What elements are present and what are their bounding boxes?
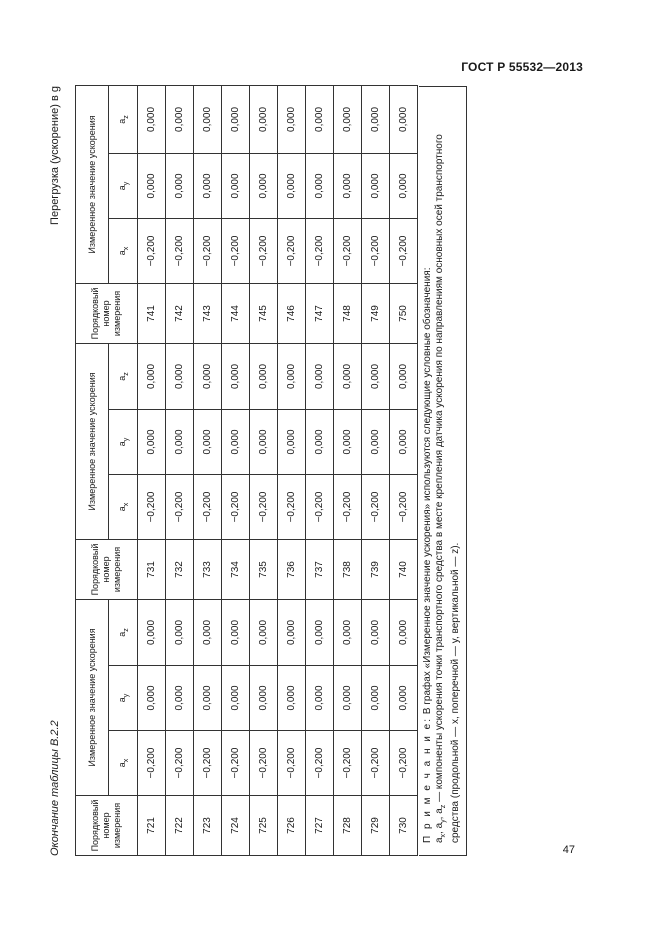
order-number-cell: 746 xyxy=(278,283,306,343)
acceleration-value-cell: −0,200 xyxy=(306,218,334,283)
acceleration-value-cell: −0,200 xyxy=(278,474,306,539)
acceleration-value-cell: −0,200 xyxy=(250,731,278,796)
acceleration-value-cell: 0,000 xyxy=(138,409,166,474)
acceleration-value-cell: 0,000 xyxy=(306,85,334,153)
acceleration-value-cell: 0,000 xyxy=(306,153,334,218)
acceleration-value-cell: 0,000 xyxy=(334,343,362,409)
table-body xyxy=(138,85,418,855)
table-note xyxy=(419,86,467,856)
acceleration-value-cell: −0,200 xyxy=(306,731,334,796)
order-number-cell: 742 xyxy=(166,283,194,343)
axis-x-header: $a_x$ xyxy=(109,474,138,539)
acceleration-value-cell: 0,000 xyxy=(166,666,194,731)
acceleration-value-cell: 0,000 xyxy=(166,599,194,665)
acceleration-value-cell: 0,000 xyxy=(194,343,222,409)
acceleration-value-cell: 0,000 xyxy=(278,409,306,474)
acceleration-value-cell: 0,000 xyxy=(250,85,278,153)
standard-code: ГОСТ Р 55532—2013 xyxy=(461,60,583,74)
acceleration-value-cell: 0,000 xyxy=(334,153,362,218)
axis-header-row xyxy=(109,85,138,855)
acceleration-value-cell: 0,000 xyxy=(362,85,390,153)
acceleration-value-cell: −0,200 xyxy=(334,474,362,539)
acceleration-value-cell: −0,200 xyxy=(390,731,418,796)
order-number-cell: 724 xyxy=(222,796,250,856)
table-caption: Окончание таблицы В.2.2 xyxy=(49,720,61,856)
acceleration-value-cell: 0,000 xyxy=(194,153,222,218)
acceleration-value-cell: −0,200 xyxy=(390,218,418,283)
acceleration-value-cell: 0,000 xyxy=(334,666,362,731)
acceleration-value-cell: 0,000 xyxy=(138,85,166,153)
order-number-cell: 729 xyxy=(362,796,390,856)
acceleration-value-cell: 0,000 xyxy=(390,343,418,409)
order-number-cell: 734 xyxy=(222,539,250,599)
note-line-3: средства (продольной — x, поперечной — y, вертикальной — z). xyxy=(450,542,461,843)
acceleration-value-cell: −0,200 xyxy=(222,474,250,539)
order-number-cell: 740 xyxy=(390,539,418,599)
acceleration-value-cell: −0,200 xyxy=(222,218,250,283)
page-number: 47 xyxy=(562,844,575,856)
acceleration-value-cell: −0,200 xyxy=(222,731,250,796)
acceleration-value-cell: −0,200 xyxy=(362,474,390,539)
order-number-cell: 730 xyxy=(390,796,418,856)
acceleration-value-cell: 0,000 xyxy=(334,85,362,153)
acceleration-group-header: Измеренное значение ускорения xyxy=(76,85,109,283)
acceleration-value-cell: 0,000 xyxy=(306,666,334,731)
order-number-cell: 738 xyxy=(334,539,362,599)
acceleration-value-cell: 0,000 xyxy=(278,153,306,218)
table-row xyxy=(306,85,334,855)
table-row xyxy=(278,85,306,855)
acceleration-value-cell: 0,000 xyxy=(222,343,250,409)
acceleration-value-cell: 0,000 xyxy=(222,409,250,474)
table-row xyxy=(334,85,362,855)
note-label: П р и м е ч а н и е: xyxy=(422,717,433,843)
acceleration-value-cell: 0,000 xyxy=(222,599,250,665)
acceleration-value-cell: 0,000 xyxy=(166,343,194,409)
acceleration-value-cell: −0,200 xyxy=(390,474,418,539)
acceleration-value-cell: 0,000 xyxy=(390,666,418,731)
acceleration-value-cell: −0,200 xyxy=(334,218,362,283)
order-number-cell: 726 xyxy=(278,796,306,856)
acceleration-value-cell: 0,000 xyxy=(278,599,306,665)
order-number-header: Порядковый номер измерения xyxy=(76,283,138,343)
order-number-cell: 728 xyxy=(334,796,362,856)
order-number-cell: 735 xyxy=(250,539,278,599)
table-row xyxy=(390,85,418,855)
acceleration-value-cell: 0,000 xyxy=(194,666,222,731)
order-number-cell: 725 xyxy=(250,796,278,856)
acceleration-value-cell: 0,000 xyxy=(138,153,166,218)
acceleration-value-cell: −0,200 xyxy=(194,731,222,796)
acceleration-value-cell: −0,200 xyxy=(362,218,390,283)
acceleration-value-cell: −0,200 xyxy=(166,731,194,796)
acceleration-value-cell: 0,000 xyxy=(194,85,222,153)
acceleration-value-cell: 0,000 xyxy=(138,666,166,731)
acceleration-value-cell: 0,000 xyxy=(138,343,166,409)
acceleration-value-cell: 0,000 xyxy=(334,599,362,665)
order-number-cell: 749 xyxy=(362,283,390,343)
axis-z-header: $a_z$ xyxy=(109,85,138,153)
table-row xyxy=(194,85,222,855)
order-number-cell: 732 xyxy=(166,539,194,599)
acceleration-value-cell: 0,000 xyxy=(390,599,418,665)
order-number-cell: 743 xyxy=(194,283,222,343)
acceleration-value-cell: −0,200 xyxy=(334,731,362,796)
rotated-table-frame xyxy=(43,86,468,856)
acceleration-value-cell: 0,000 xyxy=(362,409,390,474)
acceleration-value-cell: −0,200 xyxy=(278,731,306,796)
acceleration-group-header: Измеренное значение ускорения xyxy=(76,343,109,539)
order-number-cell: 736 xyxy=(278,539,306,599)
acceleration-value-cell: −0,200 xyxy=(194,474,222,539)
order-number-cell: 731 xyxy=(138,539,166,599)
table-row xyxy=(222,85,250,855)
acceleration-value-cell: 0,000 xyxy=(278,85,306,153)
acceleration-value-cell: 0,000 xyxy=(390,409,418,474)
acceleration-value-cell: 0,000 xyxy=(278,343,306,409)
units-caption: Перегрузка (ускорение) в g xyxy=(49,86,61,225)
acceleration-value-cell: 0,000 xyxy=(362,599,390,665)
acceleration-value-cell: 0,000 xyxy=(306,409,334,474)
acceleration-value-cell: 0,000 xyxy=(222,85,250,153)
order-number-cell: 739 xyxy=(362,539,390,599)
order-number-cell: 737 xyxy=(306,539,334,599)
acceleration-value-cell: −0,200 xyxy=(278,218,306,283)
order-number-cell: 748 xyxy=(334,283,362,343)
header-row xyxy=(76,85,109,855)
acceleration-group-header: Измеренное значение ускорения xyxy=(76,599,109,795)
axis-z-header: $a_z$ xyxy=(109,599,138,665)
acceleration-value-cell: 0,000 xyxy=(306,599,334,665)
axis-z-header: $a_z$ xyxy=(109,343,138,409)
acceleration-value-cell: 0,000 xyxy=(390,153,418,218)
acceleration-value-cell: −0,200 xyxy=(166,218,194,283)
acceleration-value-cell: 0,000 xyxy=(362,343,390,409)
acceleration-value-cell: 0,000 xyxy=(194,599,222,665)
table-row xyxy=(138,85,166,855)
axis-y-header: $a_y$ xyxy=(109,153,138,218)
acceleration-value-cell: −0,200 xyxy=(166,474,194,539)
acceleration-value-cell: 0,000 xyxy=(250,666,278,731)
acceleration-value-cell: 0,000 xyxy=(390,85,418,153)
order-number-header: Порядковый номер измерения xyxy=(76,539,138,599)
acceleration-value-cell: 0,000 xyxy=(166,409,194,474)
order-number-cell: 721 xyxy=(138,796,166,856)
axis-y-header: $a_y$ xyxy=(109,409,138,474)
note-line-2: $a_x$, $a_y$, $a_z$ — компоненты ускорения точки транспортного средства в месте крепления датчика ускорения по направлениям основных осей транспортного xyxy=(434,134,447,843)
table-row xyxy=(250,85,278,855)
acceleration-value-cell: −0,200 xyxy=(306,474,334,539)
axis-y-header: $a_y$ xyxy=(109,666,138,731)
acceleration-value-cell: 0,000 xyxy=(250,409,278,474)
order-number-cell: 750 xyxy=(390,283,418,343)
order-number-header: Порядковый номер измерения xyxy=(76,796,138,856)
acceleration-value-cell: 0,000 xyxy=(278,666,306,731)
order-number-cell: 744 xyxy=(222,283,250,343)
measurement-table xyxy=(75,85,418,856)
acceleration-value-cell: −0,200 xyxy=(250,218,278,283)
acceleration-value-cell: 0,000 xyxy=(334,409,362,474)
acceleration-value-cell: 0,000 xyxy=(194,409,222,474)
axis-x-header: $a_x$ xyxy=(109,731,138,796)
acceleration-value-cell: 0,000 xyxy=(166,153,194,218)
table-row xyxy=(362,85,390,855)
acceleration-value-cell: 0,000 xyxy=(306,343,334,409)
acceleration-value-cell: −0,200 xyxy=(138,218,166,283)
order-number-cell: 733 xyxy=(194,539,222,599)
acceleration-value-cell: 0,000 xyxy=(362,153,390,218)
acceleration-value-cell: 0,000 xyxy=(250,153,278,218)
note-line-1: П р и м е ч а н и е: В графах «Измеренное значение ускорения» используются следующие условные обозначения: xyxy=(422,267,433,843)
acceleration-value-cell: −0,200 xyxy=(250,474,278,539)
acceleration-value-cell: −0,200 xyxy=(138,474,166,539)
acceleration-value-cell: 0,000 xyxy=(138,599,166,665)
order-number-cell: 723 xyxy=(194,796,222,856)
order-number-cell: 727 xyxy=(306,796,334,856)
acceleration-value-cell: −0,200 xyxy=(194,218,222,283)
table-row xyxy=(166,85,194,855)
order-number-cell: 745 xyxy=(250,283,278,343)
order-number-cell: 722 xyxy=(166,796,194,856)
order-number-cell: 741 xyxy=(138,283,166,343)
acceleration-value-cell: 0,000 xyxy=(222,666,250,731)
acceleration-value-cell: 0,000 xyxy=(362,666,390,731)
acceleration-value-cell: 0,000 xyxy=(250,343,278,409)
acceleration-value-cell: 0,000 xyxy=(166,85,194,153)
axis-x-header: $a_x$ xyxy=(109,218,138,283)
acceleration-value-cell: −0,200 xyxy=(362,731,390,796)
acceleration-value-cell: −0,200 xyxy=(138,731,166,796)
order-number-cell: 747 xyxy=(306,283,334,343)
acceleration-value-cell: 0,000 xyxy=(222,153,250,218)
acceleration-value-cell: 0,000 xyxy=(250,599,278,665)
